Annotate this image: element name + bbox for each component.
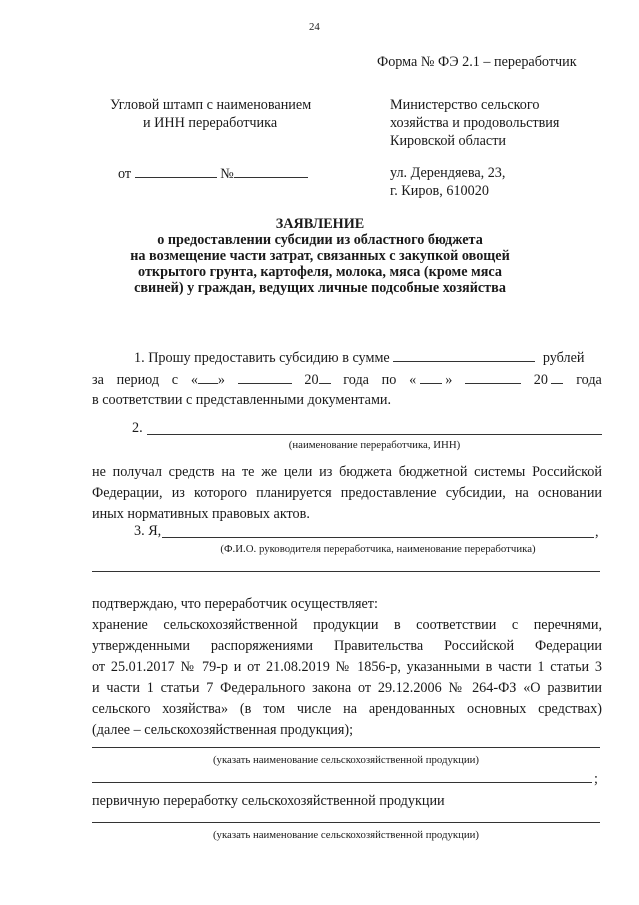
number-prefix: № [220, 166, 234, 182]
confirm-line1: подтверждаю, что переработчик осуществляет: [92, 596, 378, 612]
not-received-line2: Федерации, из которого планируется предоставление субсидии, на основании [92, 485, 602, 501]
rubles-label: рублей [542, 350, 585, 366]
manager-name-blank-2[interactable] [92, 571, 600, 572]
semicolon: ; [594, 771, 598, 787]
storage-line1: хранение сельскохозяйственной продукции в соответствии с перечнями, [92, 617, 602, 633]
period-end-day: « » [409, 372, 453, 388]
subsidy-amount-blank[interactable] [393, 349, 535, 362]
end-year: 20 [534, 371, 564, 389]
period-word: период [116, 372, 160, 388]
item1-period-line [92, 371, 602, 389]
item3-number: 3. Я, [134, 523, 162, 539]
end-year-blank[interactable] [551, 371, 563, 384]
processor-name-blank[interactable] [147, 434, 602, 435]
title-line1: о предоставлении субсидии из областного бюджета [157, 232, 483, 248]
storage-line6: (далее – сельскохозяйственная продукция); [92, 722, 354, 738]
item1-text: 1. Прошу предоставить субсидию в сумме [134, 350, 390, 366]
storage-line3: от 25.01.2017 № 79-р и от 21.08.2019 № 1856-р, указанными в части 1 статьи 3 [92, 659, 602, 675]
item3-comma: , [595, 524, 599, 540]
storage-line4: и части 1 статьи 7 Федерального закона от 29.12.2006 № 264-ФЗ «О развитии [92, 680, 602, 696]
item2-caption: (наименование переработчика, ИНН) [288, 439, 461, 451]
item1-line3: в соответствии с представленными документами. [92, 392, 392, 408]
from-prefix: от [118, 166, 132, 182]
year-word-1: года [343, 372, 369, 388]
title-line3: открытого грунта, картофеля, молока, мяса (кроме мяса [138, 264, 502, 280]
processing-line: первичную переработку сельскохозяйственной продукции [92, 793, 445, 809]
product-caption-1: (указать наименование сельскохозяйственной продукции) [212, 754, 480, 766]
recipient-line3: Кировской области [390, 133, 506, 149]
number-blank[interactable] [234, 165, 308, 178]
storage-line5: сельского хозяйства» (в том числе на арендованных основных средствах) [92, 701, 602, 717]
recipient-address1: ул. Дерендяева, 23, [390, 165, 506, 181]
not-received-line1: не получал средств на те же цели из бюджета бюджетной системы Российской [92, 464, 602, 480]
recipient-address2: г. Киров, 610020 [390, 183, 489, 199]
stamp-date-number [118, 165, 308, 183]
item3-caption: (Ф.И.О. руководителя переработчика, наименование переработчика) [220, 543, 536, 555]
recipient-line1: Министерство сельского [390, 97, 540, 113]
start-year-blank[interactable] [319, 371, 331, 384]
po-word: по [381, 372, 397, 388]
recipient-line2: хозяйства и продовольствия [390, 115, 560, 131]
start-month-blank[interactable] [238, 371, 292, 384]
stamp-line2: и ИНН переработчика [143, 115, 278, 131]
title-line2: на возмещение части затрат, связанных с закупкой овощей [130, 248, 510, 264]
title-line4: свиней) у граждан, ведущих личные подсобные хозяйства [134, 280, 506, 296]
end-month-blank[interactable] [465, 371, 521, 384]
end-day-blank[interactable] [420, 371, 442, 384]
year-word-2: года [576, 372, 602, 388]
document-heading: ЗАЯВЛЕНИЕ [275, 216, 365, 232]
start-year: 20 [304, 371, 330, 389]
product-name-blank-3[interactable] [92, 822, 600, 823]
manager-name-blank[interactable] [162, 537, 594, 538]
date-blank[interactable] [135, 165, 217, 178]
start-day-blank[interactable] [198, 371, 218, 384]
period-start-day: « » [190, 372, 225, 388]
not-received-line3: иных нормативных правовых актов. [92, 506, 310, 522]
form-label: Форма № ФЭ 2.1 – переработчик [377, 54, 577, 70]
product-caption-2: (указать наименование сельскохозяйственной продукции) [212, 829, 480, 841]
stamp-line1: Угловой штамп с наименованием [110, 97, 312, 113]
item2-number: 2. [132, 420, 143, 436]
product-name-blank-1[interactable] [92, 747, 600, 748]
page-number: 24 [309, 21, 320, 33]
item1-line1 [134, 349, 584, 367]
s-word: с [171, 372, 179, 388]
storage-line2: утвержденными распоряжениями Правительства Российской Федерации [92, 638, 602, 654]
za-word: за [92, 372, 104, 388]
product-name-blank-2[interactable] [92, 782, 592, 783]
